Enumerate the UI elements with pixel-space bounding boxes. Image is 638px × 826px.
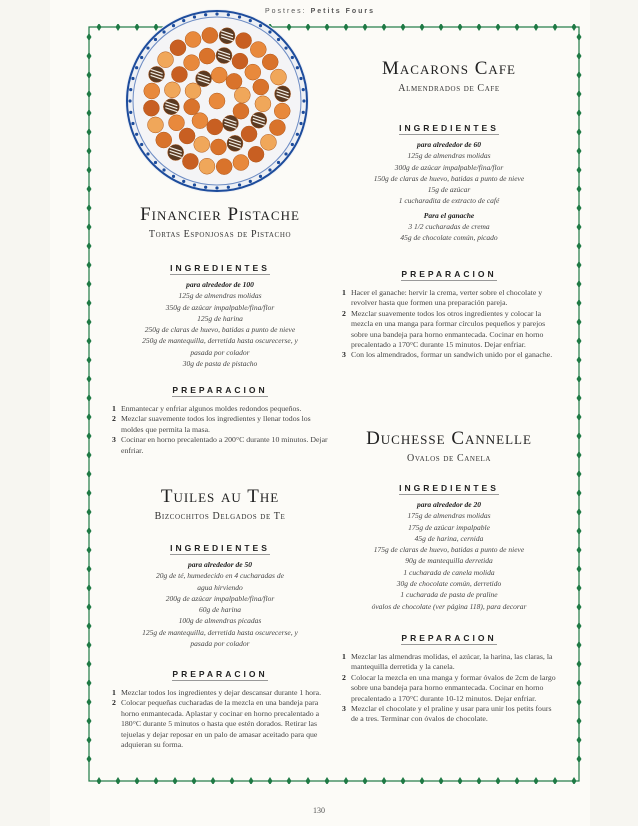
border-diamond-ornament [420,24,425,31]
recipe-yield: para alrededor de 60 [417,140,481,149]
border-diamond-ornament [577,432,582,440]
border-diamond-ornament [87,166,92,174]
plate-rim-dot [238,183,241,186]
tuiles-ingredients [112,538,328,649]
ingredient-line: 100g de almendras picadas [178,616,262,626]
border-diamond-ornament [496,777,501,784]
ingredient-line: óvalos de chocolate (ver página 118), para decorar [371,601,527,611]
orange-petit-four [211,67,227,83]
border-diamond-ornament [87,660,92,668]
orange-petit-four [156,132,172,148]
border-diamond-ornament [577,660,582,668]
border-diamond-ornament [420,777,425,784]
border-diamond-ornament [577,356,582,364]
border-diamond-ornament [577,280,582,288]
border-diamond-ornament [577,394,582,402]
border-diamond-ornament [577,261,582,269]
border-diamond-ornament [87,622,92,630]
border-diamond-ornament [87,394,92,402]
border-diamond-ornament [87,375,92,383]
plate-rim-dot [162,30,165,33]
border-diamond-ornament [401,24,406,31]
plate-rim-dot [259,175,262,178]
orange-petit-four [250,42,266,58]
orange-petit-four [260,134,276,150]
border-diamond-ornament [87,299,92,307]
petits-fours-plate-photo [124,8,310,194]
ingredients-heading: INGREDIENTES [399,123,499,133]
border-diamond-ornament [577,717,582,725]
border-diamond-ornament [87,565,92,573]
ingredient-line: 20g de té, humedecido en 4 cucharadas de [156,571,284,581]
border-diamond-ornament [116,24,121,31]
preparation-step: 2 Colocar pequeñas cucharadas de la mezcla en una bandeja para horno enmantecada. Aplastar y cocinar en horno precalentado a 180°C durante 5 minutos o hasta que estén dorados. Retirar las tejuelas y dejar reposar en un palo de amasar aceitado para que adquieran su forma. [112,698,320,750]
border-diamond-ornament [496,24,501,31]
border-diamond-ornament [87,33,92,41]
plate-rim-dot [193,183,196,186]
ingredient-line: 45g de chocolate común, picado [400,233,498,243]
border-diamond-ornament [577,299,582,307]
ingredient-line: 30g de pasta de pistacho [182,359,258,369]
border-diamond-ornament [87,147,92,155]
orange-petit-four [248,146,264,162]
border-diamond-ornament [192,777,197,784]
border-diamond-ornament [534,24,539,31]
border-diamond-ornament [87,717,92,725]
recipe-duchesse [342,428,556,464]
border-diamond-ornament [577,52,582,60]
recipe-title: Tuiles au The [160,486,280,507]
recipe-title: Financier Pistache [140,204,300,225]
border-diamond-ornament [577,546,582,554]
border-diamond-ornament [87,52,92,60]
ingredient-line: pasada por colador [190,347,250,357]
border-diamond-ornament [577,147,582,155]
border-diamond-ornament [577,223,582,231]
orange-petit-four [234,87,250,103]
border-diamond-ornament [577,318,582,326]
border-diamond-ornament [515,24,520,31]
plate-rim-dot [129,111,132,114]
plate-rim-dot [172,24,175,27]
border-diamond-ornament [577,90,582,98]
border-diamond-ornament [577,736,582,744]
plate-rim-dot [302,88,305,91]
orange-petit-four [199,158,215,174]
orange-petit-four [144,83,160,99]
border-diamond-ornament [87,242,92,250]
orange-petit-four [255,96,271,112]
ingredient-line: 125g de harina [197,313,243,323]
plate-rim-dot [296,66,299,69]
orange-petit-four [262,54,278,70]
plate-rim-dot [172,175,175,178]
border-diamond-ornament [577,337,582,345]
preparation-heading: PREPARACION [172,669,268,679]
preparation-step: 2 Mezclar suavemente todos los ingredientes y llenar todos los moldes que permita la masa. [112,414,311,434]
orange-petit-four [210,139,226,155]
plate-rim-dot [268,168,271,171]
border-diamond-ornament [87,451,92,459]
border-diamond-ornament [577,755,582,763]
ingredients-heading: INGREDIENTES [399,483,499,493]
ingredient-line: 125g de almendras molidas [407,151,491,161]
border-diamond-ornament [577,242,582,250]
plate-rim-dot [140,143,143,146]
border-diamond-ornament [458,24,463,31]
recipe-yield: para alrededor de 100 [186,280,254,289]
plate-rim-dot [299,122,302,125]
plate-rim-dot [259,24,262,27]
orange-petit-four [199,48,215,64]
ingredient-line: 1 cucharada de canela molida [403,567,495,577]
orange-petit-four [241,126,257,142]
plate-rim-dot [140,56,143,59]
border-diamond-ornament [87,204,92,212]
border-diamond-ornament [577,641,582,649]
orange-petit-four [233,155,249,171]
plate-rim-dot [284,152,287,155]
plate-rim-dot [204,13,207,16]
orange-petit-four [236,33,252,49]
plate-rim-dot [284,46,287,49]
border-diamond-ornament [87,280,92,288]
ingredients-heading: INGREDIENTES [170,543,270,553]
ingredient-line: 250g de claras de huevo, batidas a punto de nieve [144,325,296,335]
recipe-yield: para alrededor de 20 [417,500,481,509]
plate-rim-dot [215,186,218,189]
orange-petit-four [171,66,187,82]
recipe-financier [112,204,328,240]
orange-petit-four [170,40,186,56]
orange-petit-four [232,53,248,69]
ingredient-line: 90g de mantequilla derretida [405,556,493,566]
plate-rim-dot [128,99,131,102]
ingredient-line: 1 cucharadita de extracto de café [398,196,500,206]
border-diamond-ornament [87,508,92,516]
border-diamond-ornament [577,489,582,497]
ingredient-line: 125g de almendras molidas [178,291,262,301]
border-diamond-ornament [230,777,235,784]
border-diamond-ornament [401,777,406,784]
orange-petit-four [184,55,200,71]
orange-petit-four [194,136,210,152]
ingredient-line: agua hirviendo [197,582,243,592]
border-diamond-ornament [477,777,482,784]
border-diamond-ornament [572,777,577,784]
border-diamond-ornament [97,24,102,31]
border-diamond-ornament [211,777,216,784]
orange-petit-four [182,153,198,169]
border-diamond-ornament [87,679,92,687]
border-diamond-ornament [325,777,330,784]
border-diamond-ornament [477,24,482,31]
border-diamond-ornament [87,109,92,117]
border-diamond-ornament [577,584,582,592]
preparation-step: 1 Mezclar las almendras molidas, el azúcar, la harina, las claras, la mantequilla derretida y la canela. [342,652,553,672]
border-diamond-ornament [268,777,273,784]
border-diamond-ornament [306,777,311,784]
border-diamond-ornament [553,777,558,784]
plate-rim-dot [227,186,230,189]
border-diamond-ornament [87,527,92,535]
orange-petit-four [192,113,208,129]
border-diamond-ornament [577,698,582,706]
orange-petit-four [179,128,195,144]
recipe-subtitle: Bizcochitos Delgados de Te [154,511,286,522]
plate-rim-dot [268,30,271,33]
plate-rim-dot [249,19,252,22]
preparation-step: 3 Cocinar en horno precalentado a 200°C durante 10 minutos. Dejar enfriar. [112,435,328,455]
running-head-chapter: Petits Fours [310,8,376,15]
border-diamond-ornament [87,185,92,193]
running-head-prefix: Postres: [264,8,307,15]
tuiles-preparation [112,664,328,750]
ingredient-line: 300g de azúcar impalpable/fina/flor [394,162,504,172]
duchesse-ingredients [342,478,556,612]
plate-rim-dot [129,88,132,91]
border-diamond-ornament [577,565,582,573]
border-diamond-ornament [87,489,92,497]
border-diamond-ornament [534,777,539,784]
plate-rim-dot [182,180,185,183]
border-diamond-ornament [577,603,582,611]
border-diamond-ornament [154,777,159,784]
orange-petit-four [216,159,232,175]
orange-petit-four [164,82,180,98]
macarons-preparation [342,264,556,361]
border-diamond-ornament [382,777,387,784]
ingredient-line: 175g de azúcar impalpable [408,522,490,532]
plate-rim-dot [215,12,218,15]
border-diamond-ornament [287,777,292,784]
border-diamond-ornament [325,24,330,31]
recipe-title: Macarons Cafe [381,58,516,79]
border-diamond-ornament [577,185,582,193]
plate-rim-dot [277,38,280,41]
recipe-title: Duchesse Cannelle [366,428,532,449]
ganache-heading: Para el ganache [423,210,475,220]
border-diamond-ornament [249,777,254,784]
orange-petit-four [185,31,201,47]
orange-petit-four [271,69,287,85]
border-diamond-ornament [577,33,582,41]
plate-rim-dot [299,77,302,80]
preparation-step: 1 Enmantecar y enfriar algunos moldes redondos pequeños. [112,404,302,413]
plate-rim-dot [131,122,134,125]
plate-rim-dot [146,46,149,49]
orange-petit-four [184,99,200,115]
border-diamond-ornament [87,641,92,649]
ingredient-line: 350g de azúcar impalpable/fina/flor [165,302,275,312]
border-diamond-ornament [97,777,102,784]
border-diamond-ornament [87,584,92,592]
plate-rim-dot [135,133,138,136]
border-diamond-ornament [382,24,387,31]
ingredient-line: 60g de harina [198,605,242,615]
border-diamond-ornament [87,128,92,136]
macarons-ingredients [342,118,556,244]
border-diamond-ornament [577,109,582,117]
border-diamond-ornament [344,24,349,31]
ingredient-line: 30g de chocolate común, derretido [396,579,502,589]
border-diamond-ornament [553,24,558,31]
preparation-step: 3 Con los almendrados, formar un sandwich unido por el ganache. [342,350,553,360]
border-diamond-ornament [116,777,121,784]
preparation-heading: PREPARACION [401,269,497,279]
border-diamond-ornament [87,432,92,440]
financier-preparation [112,380,328,456]
border-diamond-ornament [87,603,92,611]
orange-petit-four [207,119,223,135]
border-diamond-ornament [87,71,92,79]
border-diamond-ornament [87,470,92,478]
duchesse-preparation [342,628,556,725]
border-diamond-ornament [439,777,444,784]
preparation-step: 2 Mezclar suavemente todos los otros ingredientes y colocar la mezcla en una manga para formar círculos pequeños y parejos sobre una bandeja para horno enmantecada. Cocinar en horno precalentado a 170°C durante 15 minutos. Dejar enfriar. [342,308,546,350]
recipe-subtitle: Almendrados de Cafe [398,83,500,94]
border-diamond-ornament [577,204,582,212]
plate-rim-dot [227,13,230,16]
ingredient-line: 175g de claras de huevo, batidas a punto de nieve [373,545,525,555]
border-diamond-ornament [577,71,582,79]
border-diamond-ornament [135,777,140,784]
recipe-subtitle: Tortas Esponjosas de Pistacho [148,229,292,240]
orange-petit-four [202,27,218,43]
plate-rim-dot [238,15,241,18]
border-diamond-ornament [87,755,92,763]
border-diamond-ornament [577,470,582,478]
plate-rim-dot [182,19,185,22]
ingredient-line: 45g de harina, cernida [414,533,484,543]
border-diamond-ornament [87,318,92,326]
ingredient-line: 175g de almendras molidas [407,511,491,521]
preparation-step: 1 Hacer el ganache: hervir la crema, verter sobre el chocolate y revolver hasta que formen una preparación pareja. [342,288,543,308]
border-diamond-ornament [577,527,582,535]
orange-petit-four [245,64,261,80]
orange-petit-four [226,73,242,89]
ingredient-line: 200g de azúcar impalpable/fina/flor [165,593,275,603]
recipe-subtitle: Ovalos de Canela [407,453,491,464]
border-diamond-ornament [363,777,368,784]
recipe-yield: para alrededor de 50 [188,560,252,569]
ingredient-line: 250g de mantequilla, derretida hasta oscurecerse, y [142,336,298,346]
border-diamond-ornament [577,508,582,516]
plate-rim-dot [135,66,138,69]
border-diamond-ornament [87,698,92,706]
financier-ingredients [112,258,328,369]
orange-petit-four [158,52,174,68]
plate-rim-dot [291,143,294,146]
ingredient-line: 150g de claras de huevo, batidas a punto de nieve [373,173,525,183]
border-diamond-ornament [87,223,92,231]
border-diamond-ornament [439,24,444,31]
plate-rim-dot [146,152,149,155]
border-diamond-ornament [577,451,582,459]
border-diamond-ornament [458,777,463,784]
preparation-step: 3 Mezclar el chocolate y el praline y usar para unir los petits fours de a tres. Terminar con óvalos de chocolate. [342,704,552,724]
ingredient-line: 1 cucharada de pasta de praline [400,590,498,600]
preparation-step: 2 Colocar la mezcla en una manga y formar óvalos de 2cm de largo sobre una bandeja para horno enmantecada. Cocinar en horno precalentado a 170°C durante 10-12 minutos. Dejar enfriar. [342,672,556,703]
border-diamond-ornament [87,337,92,345]
plate-rim-dot [131,77,134,80]
border-diamond-ornament [577,128,582,136]
ingredient-line: 15g de azúcar [427,185,471,195]
plate-rim-dot [154,38,157,41]
plate-rim-dot [296,133,299,136]
border-diamond-ornament [87,90,92,98]
plate-rim-dot [291,56,294,59]
plate-rim-dot [277,161,280,164]
border-diamond-ornament [515,777,520,784]
page-number: 130 [313,806,325,815]
plate-rim-dot [302,111,305,114]
plate-rim-dot [249,180,252,183]
plate-rim-dot [302,99,305,102]
ingredient-line: pasada por colador [190,639,250,649]
plate-rim-dot [162,168,165,171]
preparation-heading: PREPARACION [172,385,268,395]
ingredient-line: 3 1/2 cucharadas de crema [408,222,490,232]
ingredients-heading: INGREDIENTES [170,263,270,273]
border-diamond-ornament [87,413,92,421]
border-diamond-ornament [173,777,178,784]
border-diamond-ornament [572,24,577,31]
border-diamond-ornament [577,679,582,687]
recipe-macarons [342,58,556,94]
border-diamond-ornament [577,375,582,383]
plate-rim-dot [193,15,196,18]
border-diamond-ornament [87,261,92,269]
plate-rim-dot [204,186,207,189]
orange-petit-four [143,100,159,116]
orange-petit-four [147,117,163,133]
border-diamond-ornament [87,736,92,744]
border-diamond-ornament [87,546,92,554]
orange-petit-four [274,103,290,119]
ingredient-line: 125g de mantequilla, derretida hasta oscurecerse, y [142,627,298,637]
border-diamond-ornament [577,622,582,630]
recipe-tuiles [112,486,328,522]
border-diamond-ornament [87,356,92,364]
orange-petit-four [269,120,285,136]
preparation-heading: PREPARACION [401,633,497,643]
preparation-step: 1 Mezclar todos los ingredientes y dejar descansar durante 1 hora. [112,688,322,697]
orange-petit-four [209,93,225,109]
border-diamond-ornament [577,413,582,421]
orange-petit-four [253,79,269,95]
orange-petit-four [168,115,184,131]
border-diamond-ornament [344,777,349,784]
plate-rim-dot [154,161,157,164]
border-diamond-ornament [577,166,582,174]
border-diamond-ornament [363,24,368,31]
